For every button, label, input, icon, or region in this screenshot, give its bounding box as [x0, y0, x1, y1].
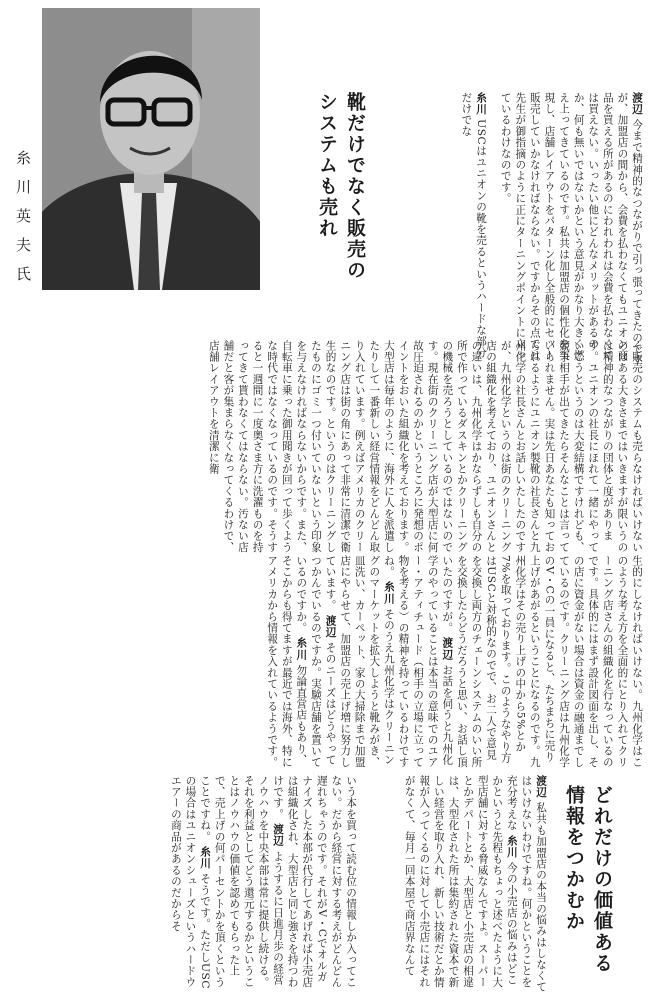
speaker-label: 糸川 [295, 637, 308, 661]
dialogue-text: 勿論直営店もあり、そこからも得てますが最近では海外、特にアメリカから情報を入れているようです。 [266, 555, 308, 768]
dialogue-text: お話を伺うと九州化学のやっていることは本当の意味でのユアー・アティチュード（相手の立場に立って物を考える）の精神を持っているわけですね。 [382, 555, 454, 768]
dialogue-text: そのうえ九州化学はクリーニングのマーケットを拡大しようと靴みがき、皿洗い、カーペット、家の大掃除まで加盟店にやらせて、加盟店の売上げ増に努力しています。 [324, 555, 395, 768]
dialogue-text: USCはユニオンの靴を売るというハードな部分だけでな [460, 92, 488, 359]
portrait-illustration [42, 8, 260, 290]
speaker-label: 渡辺 [272, 823, 285, 847]
column-b [8, 340, 644, 555]
dialogue-entry [500, 92, 643, 366]
dialogue-text: ようするに日進月歩の経営ノウハウを中央本部は常に提供し続ける。それを利益としてどう還元するかということはノウハウの価値を認めてもらった上で、売上げの何パーセントかを頂くということですね。 [199, 775, 285, 988]
dialogue-text: く販売のシステムも売らなければいけないのはある大きさまではいきますが限いうのは精神的なつながりの団体と度があります。ユニオンの社長にほれて一緒にやっていこうというのは大変結構ですけれども、競争相手が出てきたらそんなことは言っていられません。実は先日あなたも知っておられるようにユニオン製靴の社長さんと九州化学の社長さんとお話しいたしたのですが、九州化学というのは街のクリーニング店の組織化を考えており、ユニオンさんとの違いは、九州化学はかならずしも自分の所で作っているダスキンとかクリーニングの機械を売ろうとしているのではないのです。現在街のクリーニング店が大型店に何故圧迫されるのかというところに発想のポイントをおいた組織化を考えております。大型店は毎年のように、海外に人を派遣したりして一番新しい経営情報をどんどん取り入れています。例えばアメリカのクリーニング店は街の角にあって非常に清潔で衛生的なのです。というのはクリーニングしたものにゴミ一つ付いていないという印象を与えなければならないからです。また、自転車に乗った御用聞きが回って歩くような時代ではなくなっているのです。そうすると一週間に一度奥さま方に洗濯ものを持ってきて貰わなくてはならない。汚ない店舗だと客が集まらなくなってくるわけで、店舗レイアウトを清潔に衛 [207, 340, 643, 553]
headline-systems: 靴だけでなく販売の システムも売れ [316, 92, 366, 281]
speaker-label: 糸川 [505, 834, 518, 859]
column-e [358, 775, 548, 993]
dialogue-text: そのニーズはどうやってつかんでいるのですか。実験店舗を置いているのですか。 [295, 555, 337, 768]
dialogue-entry [459, 92, 488, 367]
dialogue-text: そうです。ただしUSCの場合はユニオンシューズというハードウエアーの商品があるのだからそ [169, 775, 212, 990]
dialogue-text: 私共も加盟店の本当の悩みはしなくてはいけないわけですね。何かということを充分考えな [505, 775, 547, 993]
column-c [8, 555, 644, 770]
headline-information: どれだけの価値ある 情報をつかむか [563, 785, 613, 974]
speaker-label: 糸川 [199, 846, 212, 870]
dialogue-text: 生的にしなければいけない。九州化学はこのような考え方を全面的にとり入れてクリーニング店さんの組織化を行なっているのです。具体的にはまず設計図面を出し、その店に資金がない場合は資金の融通までしているのです。クリーニング店は九州化学のV・Cの一員になると、たちまちに売り上げがあがるということになるのです。九州化学はその売り上げの中から5%とか7%を取っております。このようなやり方はUSCと対称的なのでで、お二人で意見を交換し両方のチェーンシステムのいい所を交換したらどうだろうと思い、お話し頂いたのですが。 [441, 555, 643, 768]
speaker-label: 糸川 [382, 581, 395, 605]
portrait-photo [42, 8, 260, 290]
speaker-label: 糸川 [475, 92, 488, 116]
speaker-label: 渡辺 [441, 637, 454, 661]
photo-caption: 糸川英夫氏 [14, 150, 32, 295]
speaker-label: 渡辺 [535, 775, 547, 799]
dialogue-text: 今の小売店の悩みはどこかというと先程もちょっと述べたように大型店舗に対する脅威なんですよ。スーパーとかデパートとか、大型店と小売店の相違は、大型化された所は集約された資本で新しい経営を取り入れ、新しい技術だとか情報が入ってくるのに対して小売店にはそれがなくて、毎月一回本屋で商店界なんて [403, 775, 518, 988]
speaker-label: 渡辺 [324, 614, 337, 639]
dialogue-text: いう本を買って読む位の情報しか入ってこない。だから経営に対する考えがどんどん遅れちゃうのです。それがV・Cでオルガナイズした本部が代行してあげれば小売店は組織化され、大型店と同じ強さを持つわけです。 [272, 775, 357, 988]
column-d [8, 775, 358, 993]
speaker-label: 渡辺 [631, 92, 643, 116]
dialogue-text: 今まで精神的なつながりで引っ張ってきたのですが、加盟店の間から、会費を払わなくてもユニオン商品を買える所があるのにわれわれは会費を払わなくては買えない。いったい他にどんなメリットがあるのか、何も無いではないかという意見がかなり大きく燃え上ってきているのです。私共は加盟店の個性化を実現し、店舗レイアウトをパターン化し全般的にセット販売していかなければならない。ですからその点では先生が御指摘のように正にターニングポイントに立っているわけなのです。 [499, 92, 643, 366]
